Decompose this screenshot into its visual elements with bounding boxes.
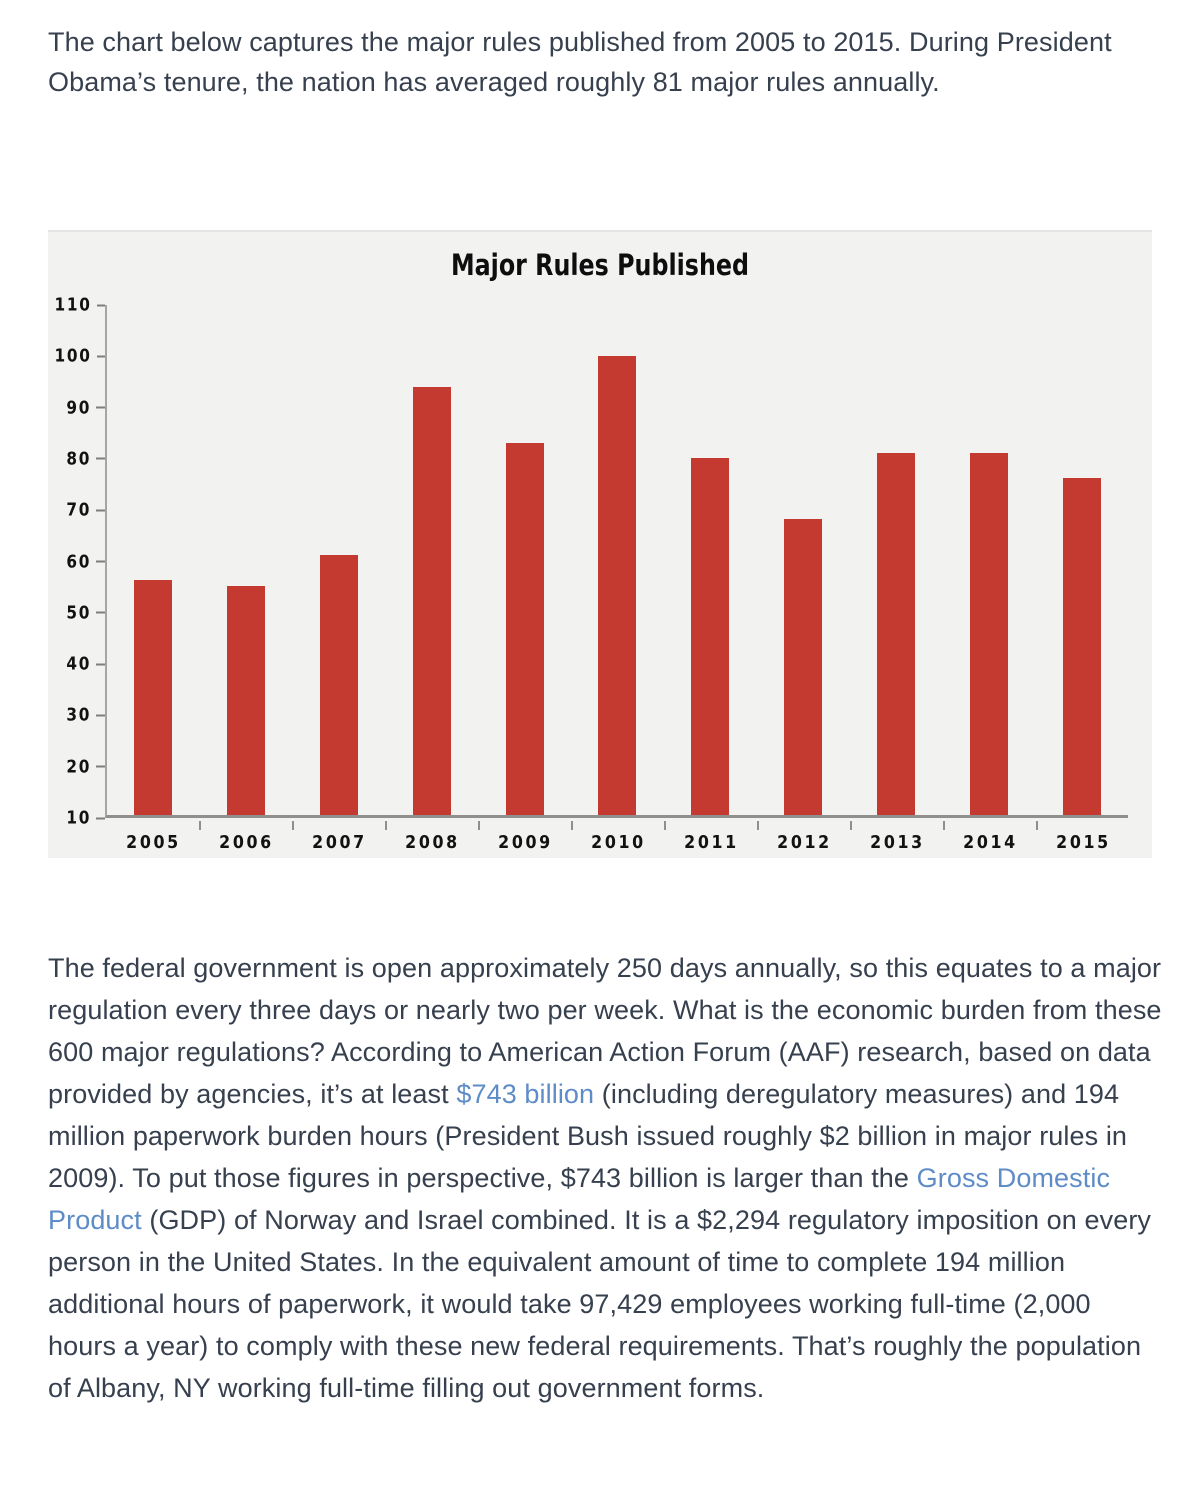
bar-2010 <box>598 356 636 815</box>
y-tick-mark <box>96 458 105 460</box>
x-tick-mark <box>292 821 294 830</box>
y-tick-mark <box>96 766 105 768</box>
y-tick-mark <box>96 407 105 409</box>
chart-panel <box>48 230 1152 858</box>
bar-slot-2012 <box>757 305 850 815</box>
y-axis-label-20: 20 <box>66 756 91 778</box>
y-axis-tick-60 <box>48 551 105 572</box>
bar-slot-2015 <box>1035 305 1128 815</box>
bar-2009 <box>506 443 544 815</box>
x-axis-label-2009: 2009 <box>498 832 553 853</box>
x-tick-mark <box>664 821 666 830</box>
x-axis-label-2015: 2015 <box>1056 832 1111 853</box>
y-tick-mark <box>96 612 105 614</box>
x-tick-mark <box>757 821 759 830</box>
x-tick-mark <box>199 821 201 830</box>
inline-link-3[interactable]: Gross Domestic Product <box>48 1163 1111 1235</box>
bar-2015 <box>1063 478 1101 815</box>
x-axis-ticks <box>107 821 1130 830</box>
y-tick-mark <box>96 714 105 716</box>
x-axis-label-2007: 2007 <box>312 832 367 853</box>
y-tick-mark <box>96 561 105 563</box>
y-axis-tick-70 <box>48 500 105 521</box>
y-axis-label-50: 50 <box>66 602 91 624</box>
bar-slot-2009 <box>478 305 571 815</box>
bar-2013 <box>877 453 915 815</box>
paragraph-text-segment-4: (GDP) of Norway and Israel combined. It is a $2,294 regulatory imposition on every person in the United States. In the equivalent amount of time to complete 194 million additional hours of paperwork, it would take 97,429 employees working full-time (2,000 hours a year) to comply with these new federal requirements. That’s roughly the population of Albany, NY working full-time filling out government forms. <box>48 1205 1152 1403</box>
y-axis-tick-40 <box>48 654 105 675</box>
x-axis-label-2013: 2013 <box>870 832 925 853</box>
y-axis-tick-110 <box>48 295 105 316</box>
y-axis-label-70: 70 <box>66 499 91 521</box>
y-tick-mark <box>97 355 105 357</box>
bar-slot-2005 <box>107 305 200 815</box>
y-axis <box>48 294 105 829</box>
bar-2012 <box>784 519 822 815</box>
y-axis-label-60: 60 <box>66 551 91 572</box>
chart-title: Major Rules Published <box>450 248 750 282</box>
y-tick-mark <box>96 663 105 665</box>
bar-slot-2008 <box>385 305 478 815</box>
bar-slot-2006 <box>200 305 293 815</box>
paragraph-text-segment-2: (including deregulatory measures) and 194 million paperwork burden hours (President Bush issued roughly $2 billion in major rules in 2009). To put those figures in perspective, $743 billion is larger than the <box>48 1079 1128 1193</box>
y-axis-label-100: 100 <box>54 345 92 367</box>
paragraph-text-segment-0: The federal government is open approximately 250 days annually, so this equates to a major regulation every three days or nearly two per week. What is the economic burden from these 600 major regulations? According to American Action Forum (AAF) research, based on data provided by agencies, it’s at least <box>48 953 1162 1109</box>
x-axis-label-2012: 2012 <box>777 832 832 853</box>
y-axis-label-30: 30 <box>66 704 91 726</box>
intro-paragraph: The chart below captures the major rules published from 2005 to 2015. During President Obama’s tenure, the nation has averaged roughly 81 major rules annually. <box>48 27 1112 97</box>
inline-link-1[interactable]: $743 billion <box>456 1079 595 1109</box>
y-tick-mark <box>96 509 105 511</box>
x-axis-label-2011: 2011 <box>684 832 739 853</box>
y-axis-tick-10 <box>48 808 105 829</box>
bar-slot-2013 <box>850 305 943 815</box>
bar-2005 <box>134 580 172 815</box>
bar-2008 <box>413 387 451 815</box>
y-axis-tick-90 <box>48 397 105 418</box>
x-tick-mark <box>571 821 573 830</box>
y-axis-tick-20 <box>48 756 105 777</box>
y-axis-tick-80 <box>48 448 105 469</box>
y-axis-tick-30 <box>48 705 105 726</box>
bar-slot-2007 <box>293 305 386 815</box>
x-tick-mark <box>943 821 945 830</box>
bar-slot-2010 <box>571 305 664 815</box>
x-tick-mark <box>385 821 387 830</box>
y-axis-label-110: 110 <box>54 294 92 316</box>
x-tick-mark <box>850 821 852 830</box>
y-axis-label-10: 10 <box>66 807 91 829</box>
x-tick-mark <box>1036 821 1038 830</box>
plot-area <box>105 305 1128 818</box>
x-axis-label-2006: 2006 <box>219 832 274 853</box>
x-axis-label-2008: 2008 <box>405 832 460 853</box>
body-paragraph <box>48 947 1164 1409</box>
y-axis-label-40: 40 <box>66 653 91 675</box>
x-axis-label-2014: 2014 <box>963 832 1018 853</box>
bar-2006 <box>227 586 265 816</box>
bar-slot-2014 <box>942 305 1035 815</box>
y-axis-label-90: 90 <box>66 397 91 419</box>
y-axis-tick-50 <box>48 602 105 623</box>
y-axis-label-80: 80 <box>66 448 91 470</box>
x-axis-label-2005: 2005 <box>126 832 181 853</box>
bar-2007 <box>320 555 358 815</box>
y-tick-mark <box>97 304 105 306</box>
x-axis-labels <box>107 832 1130 853</box>
bar-2011 <box>691 458 729 815</box>
x-axis-label-2010: 2010 <box>591 832 646 853</box>
y-axis-tick-100 <box>48 346 105 367</box>
bar-2014 <box>970 453 1008 815</box>
y-tick-mark <box>96 817 105 819</box>
bar-slot-2011 <box>664 305 757 815</box>
x-tick-mark <box>478 821 480 830</box>
